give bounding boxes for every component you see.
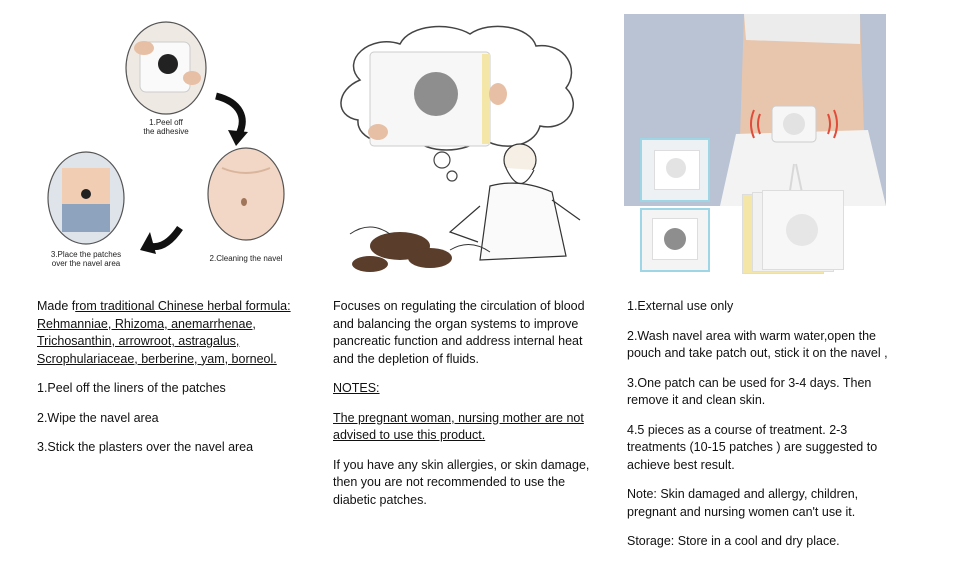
usage-item-3: 3.One patch can be used for 3-4 days. Then remove it and clean skin. — [627, 375, 872, 407]
patch-inset-1 — [640, 138, 710, 202]
step3-caption-line2: over the navel area — [51, 259, 121, 268]
allergy-warning: If you have any skin allergies, or skin damage, then you are not recommended to use the diabetic patches. — [333, 457, 590, 507]
product-photos — [624, 14, 888, 274]
step3-text: 3.Stick the plasters over the navel area — [37, 440, 254, 454]
step2-caption: 2.Cleaning the navel — [209, 254, 283, 263]
storage-note: Storage: Store in a cool and dry place. — [627, 534, 840, 548]
step3-caption — [46, 250, 126, 268]
usage-column — [627, 298, 905, 563]
instruction-diagram — [40, 18, 300, 278]
focus-paragraph: Focuses on regulating the circulation of blood and balancing the organ systems to improve pancreatic function and address internal heat and the depletion of fluids. — [333, 299, 585, 366]
patch-stack — [742, 190, 852, 274]
ingredients-column — [37, 298, 307, 469]
step1-caption-line1: 1.Peel off — [149, 118, 183, 127]
usage-item-2: 2.Wash navel area with warm water,open the pouch and take patch out, stick it on the navel , — [627, 328, 888, 360]
ingredients-prefix: Made f — [37, 299, 76, 313]
usage-note: Note: Skin damaged and allergy, children, pregnant and nursing women can't use it. — [627, 487, 859, 519]
usage-item-4: 4.5 pieces as a course of treatment. 2-3 treatments (10-15 patches ) are suggested to achieve best result. — [627, 422, 878, 472]
patch-inset-2 — [640, 208, 710, 272]
pregnancy-warning: The pregnant woman, nursing mother are not advised to use this product. — [333, 410, 584, 442]
notes-column — [333, 298, 595, 521]
notes-label: NOTES: — [333, 381, 380, 395]
steps-illustration — [40, 18, 300, 278]
step3-caption-line1: 3.Place the patches — [50, 250, 122, 259]
cloud-patch-illustration — [330, 20, 595, 278]
step1-caption-line2: the adhesive — [143, 127, 189, 136]
ingredients-list: rom traditional Chinese herbal formula: Rehmanniae, Rhizoma, anemarrhenae, Trichosanthin, arrowroot, astragalus, Scrophulariaceae, berberine, yam, borneol. — [37, 299, 291, 366]
step1-caption — [136, 118, 196, 136]
step1-text: 1.Peel off the liners of the patches — [37, 381, 226, 395]
sage-illustration — [330, 20, 595, 278]
usage-item-1: 1.External use only — [627, 299, 734, 313]
ingredients-paragraph — [37, 298, 307, 368]
step2-text: 2.Wipe the navel area — [37, 410, 159, 425]
